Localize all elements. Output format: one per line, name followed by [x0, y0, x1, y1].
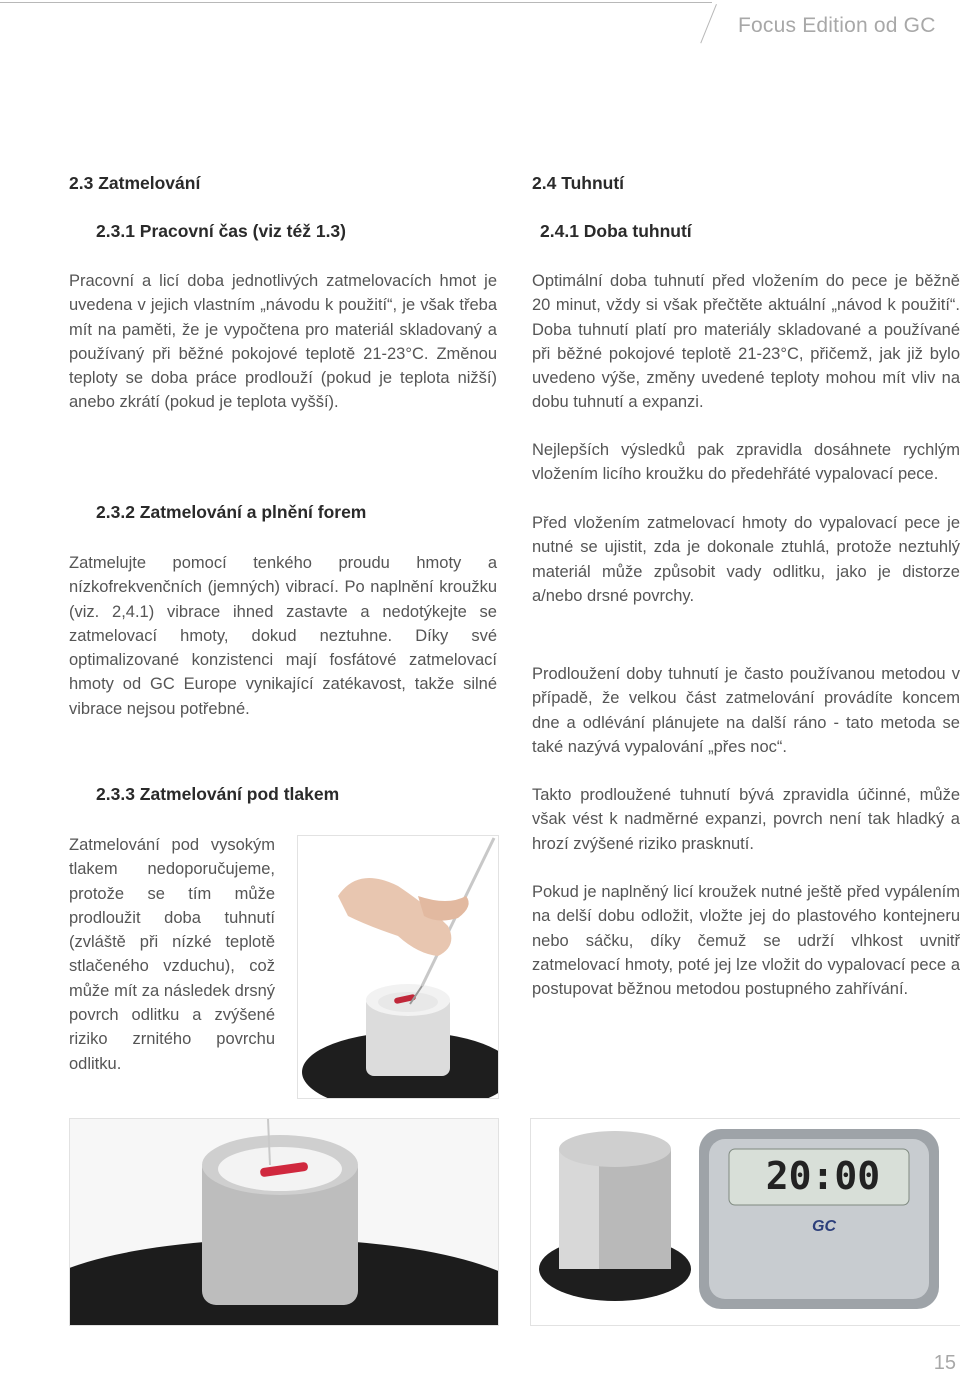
subsection-title-2-3-1: 2.3.1 Pracovní čas (viz též 1.3) [96, 221, 346, 241]
timer-display-text: 20:00 [765, 1154, 881, 1198]
timer-brand-label: GC [812, 1218, 836, 1235]
filled-ring-illustration [70, 1119, 498, 1325]
subsection-title-2-3-2: 2.3.2 Zatmelování a plnění forem [96, 502, 367, 522]
photo-ring-and-timer [530, 1118, 960, 1326]
paragraph-best-results: Nejlepších výsledků pak zpravidla dosáhnete rychlým vložením licího kroužku do předehřáté vypalovací pece. [532, 441, 960, 484]
photo-filled-ring [69, 1118, 499, 1326]
investing-illustration [298, 836, 498, 1098]
paragraph-working-time: Pracovní a licí doba jednotlivých zatmelovacích hmot je uvedena v jejich vlastním „návodu k použití“, je však třeba mít na paměti, že je vypočtena pro materiál skladovaný a používaný při běžné pokojové teplotě 21-23°C. Změnou teploty se doba práce prodlouží (pokud je teplota nižší) anebo zkrátí (pokud je teplota vyšší). [69, 272, 497, 412]
section-title-2-4: 2.4 Tuhnutí [532, 173, 625, 193]
paragraph-setting-time: Optimální doba tuhnutí před vložením do pece je běžně 20 minut, vždy si však přečtěte aktuální „návod k použití“. Doba tuhnutí platí pro materiály skladované a používané při běžné pokojové teplotě 21-23°C, přičemž, jak již bylo uvedeno výše, změny uvedené teploty mohou mít vliv na dobu tuhnutí a expanzi. [532, 272, 960, 412]
section-title-2-3: 2.3 Zatmelování [69, 173, 201, 193]
ring-and-timer-illustration [531, 1119, 960, 1325]
running-header-title: Focus Edition od GC [738, 14, 936, 37]
paragraph-overnight: Prodloužení doby tuhnutí je často používanou metodou v případě, že velkou část zatmelování provádíte koncem dne a odlévání plánujete na další ráno - tato metoda se také nazývá vypalování „přes noc“. [532, 665, 960, 756]
page-number: 15 [933, 1352, 956, 1374]
subsection-title-2-4-1: 2.4.1 Doba tuhnutí [540, 221, 692, 241]
paragraph-storage: Pokud je naplněný licí kroužek nutné ještě před vypálením na delší dobu odložit, vložte jej do plastového kontejneru nebo sáčku, díky čemuž se udrží vlhkost uvnitř zatmelovací hmoty, poté jej lze vložit do vypalovací pece a postupovat běžnou metodou postupného zahřívání. [532, 883, 960, 999]
paragraph-extended-setting: Takto prodloužené tuhnutí bývá zpravidla účinné, může však vést k nadměrné expanzi, povrch není tak hladký a hrozí zvýšené riziko prasknutí. [532, 786, 960, 853]
photo-investing-ring [297, 835, 499, 1099]
paragraph-pressure-investing: Zatmelování pod vysokým tlakem nedoporučujeme, protože se tím může prodloužit doba tuhnutí (zvláště při nízké teplotě stlačeného vzduchu), což může mít za následek drsný povrch odlitku a zvýšené riziko zrnitého povrchu odlitku. [69, 836, 275, 1073]
subsection-title-2-3-3: 2.3.3 Zatmelování pod tlakem [96, 784, 340, 804]
paragraph-filling-rings: Zatmelujte pomocí tenkého proudu hmoty a nízkofrekvenčních (jemných) vibrací. Po naplnění kroužku (viz. 2,4.1) vibrace ihned zastavte a nedotýkejte se zatmelovací hmoty, dokud neztuhne. Díky své optimalizované konzistenci mají fosfátové zatmelovací hmoty od GC Europe vynikající zatékavost, takže silné vibrace nejsou potřebné. [69, 554, 497, 718]
header-rule [0, 2, 712, 3]
paragraph-check-hardened: Před vložením zatmelovací hmoty do vypalovací pece je nutné se ujistit, zda je dokonale ztuhlá, protože neztuhlý materiál může způsobit vady odlitku, jako je distorze a/nebo drsné povrchy. [532, 514, 960, 605]
header-slash-decoration [700, 4, 717, 43]
